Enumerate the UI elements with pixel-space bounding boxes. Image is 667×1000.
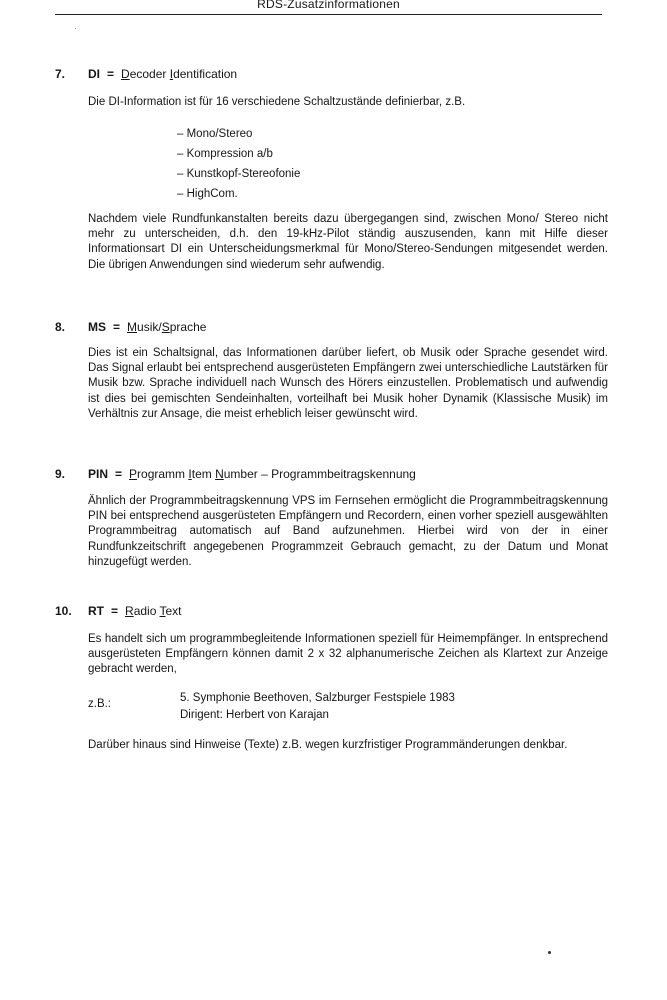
title-rest: ext xyxy=(165,604,182,618)
section-abbr: DI xyxy=(88,67,100,81)
running-header xyxy=(55,0,602,15)
title-rest: umber xyxy=(223,467,258,481)
section-abbr: PIN xyxy=(88,467,109,481)
section-heading xyxy=(88,67,237,81)
option-list xyxy=(177,124,300,204)
section-number: 8. xyxy=(55,320,66,334)
section-heading xyxy=(88,467,416,481)
example-label: z.B.: xyxy=(88,698,112,710)
title-rest: ecoder xyxy=(129,67,170,81)
title-initial: S xyxy=(161,320,170,334)
section-abbr: RT xyxy=(88,604,104,618)
title-initial: N xyxy=(215,467,224,481)
equals-sign: = xyxy=(111,604,119,618)
title-initial: I xyxy=(188,467,192,481)
title-rest: rogramm xyxy=(137,467,189,481)
title-initial: D xyxy=(121,67,130,81)
section-abbr: MS xyxy=(88,320,106,334)
title-initial: P xyxy=(129,467,138,481)
equals-sign: = xyxy=(113,320,121,334)
section-heading xyxy=(88,320,206,334)
title-rest: tem xyxy=(191,467,216,481)
section-number: 10. xyxy=(55,604,72,618)
list-item: – Kompression a/b xyxy=(177,144,300,164)
section-body: Es handelt sich um programmbegleitende Informationen speziell für Heimempfänger. In entsprechend ausgerüsteten Empfängern können damit 2 x 32 alphanumerische Zeichen als Klartext zur Anzeige gebracht werden, xyxy=(88,633,608,676)
list-item: – HighCom. xyxy=(177,184,300,204)
title-initial: R xyxy=(125,604,134,618)
section-body: Nachdem viele Rundfunkanstalten bereits dazu übergegangen sind, zwischen Mono/ Stereo nicht mehr zu unterscheiden, d.h. den 19-kHz-Pilot ständig auszusenden, kann mit Hilfe dieser Informationsart DI ein Unterscheidungsmerkmal für Mono/Stereo-Sendungen mitgesendet werden. Die übrigen Anwendungen sind wiederum sehr aufwendig. xyxy=(88,213,608,271)
list-item: – Mono/Stereo xyxy=(177,124,300,144)
scan-speck xyxy=(75,28,76,29)
section-heading xyxy=(88,604,182,618)
section-subtitle: – Programmbeitragskennung xyxy=(257,467,416,481)
section-title xyxy=(121,67,237,81)
equals-sign: = xyxy=(107,67,115,81)
title-rest: usik/ xyxy=(137,320,162,334)
section-body: Ähnlich der Programmbeitragskennung VPS im Fernsehen ermöglicht die Programmbeitragskennung PIN bei entsprechend ausgerüsteten Empfängern und Recordern, einen vorher speziell ausgewählten Programmbeitrag automatisch auf Band aufzunehmen. Hierbei wird von der in einer Rundfunkzeitschrift angegebenen Programmzeit Gebrauch gemacht, zu der Datum und Monat hinzugefügt werden. xyxy=(88,495,608,568)
title-initial: I xyxy=(169,67,174,81)
section-number: 7. xyxy=(55,67,66,81)
example-line: Dirigent: Herbert von Karajan xyxy=(180,709,329,721)
section-body: Dies ist ein Schaltsignal, das Informationen darüber liefert, ob Musik oder Sprache gesendet wird. Das Signal erlaubt bei entsprechend ausgerüsteten Empfängern zwei unterschiedliche Lautstärken für Musik bzw. Sprache individuell nach Wunsch des Hörers einzustellen. Problematisch und aufwendig ist dies bei gemischten Sendeinhalten, vorteilhaft bei Musik hoher Dynamik (Klassische Musik) im Verhältnis zur Ansage, die meist erheblich leiser gewünscht wird. xyxy=(88,347,608,420)
section-intro: Die DI-Information ist für 16 verschiedene Schaltzustände definierbar, z.B. xyxy=(88,96,466,108)
page-dot xyxy=(548,951,551,954)
section-title xyxy=(129,467,258,481)
title-rest: adio xyxy=(133,604,160,618)
equals-sign: = xyxy=(115,467,123,481)
section-title xyxy=(125,604,182,618)
title-initial: T xyxy=(159,604,166,618)
list-item: – Kunstkopf-Stereofonie xyxy=(177,164,300,184)
running-header-title: RDS-Zusatzinformationen xyxy=(257,0,400,11)
section-number: 9. xyxy=(55,467,66,481)
title-initial: M xyxy=(127,320,138,334)
section-title xyxy=(127,320,206,334)
example-line: 5. Symphonie Beethoven, Salzburger Festspiele 1983 xyxy=(180,692,455,704)
title-rest: dentification xyxy=(173,67,238,81)
section-closing: Darüber hinaus sind Hinweise (Texte) z.B. wegen kurzfristiger Programmänderungen denkbar. xyxy=(88,739,568,751)
title-rest: prache xyxy=(169,320,207,334)
